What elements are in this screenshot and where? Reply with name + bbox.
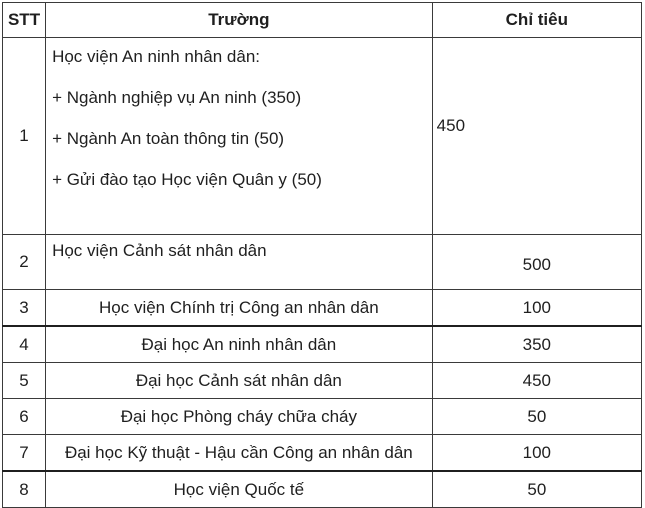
row-truong: Đại học An ninh nhân dân [46, 326, 433, 363]
program-line: + Gửi đào tạo Học viện Quân y (50) [52, 170, 322, 189]
program-line: + Ngành An toàn thông tin (50) [52, 129, 285, 148]
table-row [3, 399, 642, 435]
row-chi-tieu: 350 [432, 326, 641, 363]
table-row [3, 290, 642, 327]
row-stt: 6 [3, 399, 46, 435]
row-truong: Đại học Kỹ thuật - Hậu cần Công an nhân dân [46, 435, 433, 472]
row-stt: 7 [3, 435, 46, 472]
row-truong: Học viện Quốc tế [46, 471, 433, 508]
header-row [3, 3, 642, 38]
quota-table [2, 2, 642, 508]
table-row [3, 471, 642, 508]
row-truong: Học viện Cảnh sát nhân dân [46, 235, 433, 290]
row-chi-tieu: 100 [432, 435, 641, 472]
header-chi-tieu: Chỉ tiêu [432, 3, 641, 38]
row-stt: 4 [3, 326, 46, 363]
row-chi-tieu: 50 [432, 399, 641, 435]
row-stt: 2 [3, 235, 46, 290]
row-chi-tieu: 100 [432, 290, 641, 327]
row-stt: 8 [3, 471, 46, 508]
table-row [3, 235, 642, 290]
row-truong: Học viện Chính trị Công an nhân dân [46, 290, 433, 327]
row-chi-tieu: 450 [432, 38, 641, 235]
row-stt: 5 [3, 363, 46, 399]
table-row [3, 38, 642, 235]
row-chi-tieu: 50 [432, 471, 641, 508]
row-stt: 1 [3, 38, 46, 235]
row-chi-tieu: 500 [432, 235, 641, 290]
table-row [3, 435, 642, 472]
header-stt: STT [3, 3, 46, 38]
row-truong [46, 38, 433, 235]
table-row [3, 363, 642, 399]
row-truong: Đại học Cảnh sát nhân dân [46, 363, 433, 399]
school-name: Học viện An ninh nhân dân: [52, 47, 260, 66]
program-line: + Ngành nghiệp vụ An ninh (350) [52, 88, 302, 107]
table-row [3, 326, 642, 363]
row-truong: Đại học Phòng cháy chữa cháy [46, 399, 433, 435]
header-truong: Trường [46, 3, 433, 38]
row-chi-tieu: 450 [432, 363, 641, 399]
row-stt: 3 [3, 290, 46, 327]
